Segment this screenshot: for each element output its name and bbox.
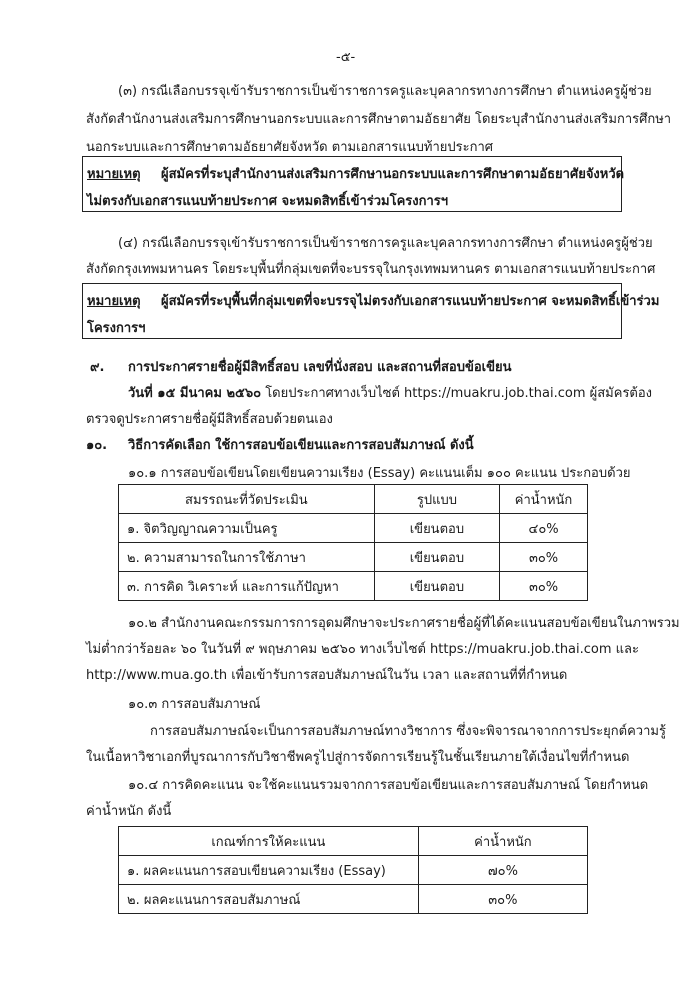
s4-line1: (๔) กรณีเลือกบรรจุเข้ารับราชการเป็นข้าราชการครูและบุคลากรทางการศึกษา ตำแหน่งครูผู้ช่วย	[118, 236, 653, 251]
s3-note-box	[82, 156, 625, 212]
table-cell: เขียนตอบ	[374, 514, 499, 543]
table-cell: ๒. ความสามารถในการใช้ภาษา	[119, 543, 375, 572]
sec9-date: วันที่ ๑๕ มีนาคม ๒๕๖๐	[128, 386, 262, 401]
s4-line2: สังกัดกรุงเทพมหานคร โดยระบุพื้นที่กลุ่มเขตที่จะบรรจุในกรุงเทพมหานคร ตามเอกสารแนบท้ายประกาศ	[86, 262, 656, 277]
s4-note-line2: โครงการฯ	[87, 321, 146, 336]
table-row	[119, 543, 588, 572]
s3-line2: สังกัดสำนักงานส่งเสริมการศึกษานอกระบบและการศึกษาตามอัธยาศัย โดยระบุสำนักงานส่งเสริมการศึกษา	[86, 112, 672, 127]
table-cell: เขียนตอบ	[374, 572, 499, 601]
s3-note-line1: ผู้สมัครที่ระบุสำนักงานส่งเสริมการศึกษานอกระบบและการศึกษาตามอัธยาศัยจังหวัด	[161, 167, 625, 182]
table-cell: ๗๐%	[418, 856, 587, 885]
table-cell: ๓. การคิด วิเคราะห์ และการแก้ปัญหา	[119, 572, 375, 601]
sec10-number: ๑๐.	[86, 438, 108, 453]
table-header-row	[119, 485, 588, 514]
sec10-s2-line1: ๑๐.๒ สำนักงานคณะกรรมการการอุดมศึกษาจะประกาศรายชื่อผู้ที่ได้คะแนนสอบข้อเขียนในภาพรวม	[128, 616, 680, 631]
table-row	[119, 856, 588, 885]
table-cell: ๓๐%	[500, 572, 588, 601]
sec10-s3-line1: การสอบสัมภาษณ์จะเป็นการสอบสัมภาษณ์ทางวิชาการ ซึ่งจะพิจารณาจากการประยุกต์ความรู้	[150, 724, 666, 739]
table-row	[119, 514, 588, 543]
sec10-s4-line1: ๑๐.๔ การคิดคะแนน จะใช้คะแนนรวมจากการสอบข้อเขียนและการสอบสัมภาษณ์ โดยกำหนด	[128, 778, 649, 793]
sec9-heading: การประกาศรายชื่อผู้มีสิทธิ์สอบ เลขที่นั่งสอบ และสถานที่สอบข้อเขียน	[128, 360, 512, 375]
sec10-s2-line3: http://www.mua.go.th เพื่อเข้ารับการสอบสัมภาษณ์ในวัน เวลา และสถานที่ที่กำหนด	[86, 668, 568, 683]
table-header-cell: เกณฑ์การให้คะแนน	[119, 827, 419, 856]
s4-note-box	[82, 283, 660, 339]
table-header-cell: ค่าน้ำหนัก	[500, 485, 588, 514]
page-number: -๕-	[336, 50, 356, 65]
weight-table-essay	[118, 484, 588, 601]
s3-line1: (๓) กรณีเลือกบรรจุเข้ารับราชการเป็นข้าราชการครูและบุคลากรทางการศึกษา ตำแหน่งครูผู้ช่วย	[118, 84, 652, 99]
s4-note-label: หมายเหตุ	[87, 294, 141, 309]
table-cell: ๔๐%	[500, 514, 588, 543]
weight-table-total	[118, 826, 588, 914]
sec9-line2: ตรวจดูประกาศรายชื่อผู้มีสิทธิ์สอบด้วยตนเอง	[86, 412, 333, 427]
table-header-row	[119, 827, 588, 856]
sec9-number: ๙.	[90, 360, 105, 375]
sec10-s2-line2: ไม่ต่ำกว่าร้อยละ ๖๐ ในวันที่ ๙ พฤษภาคม ๒๕๖๐ ทางเว็บไซต์ https://muakru.job.thai.com และ	[86, 642, 639, 657]
table-header-cell: ค่าน้ำหนัก	[418, 827, 587, 856]
table-cell: ๒. ผลคะแนนการสอบสัมภาษณ์	[119, 885, 419, 914]
table-cell: ๓๐%	[500, 543, 588, 572]
table-header-cell: รูปแบบ	[374, 485, 499, 514]
sec10-s3-line2: ในเนื้อหาวิชาเอกที่บูรณาการกับวิชาชีพครูไปสู่การจัดการเรียนรู้ในชั้นเรียนภายใต้เงื่อนไขที่กำหนด	[86, 750, 630, 765]
sec10-heading: วิธีการคัดเลือก ใช้การสอบข้อเขียนและการสอบสัมภาษณ์ ดังนี้	[128, 438, 474, 453]
table-cell: ๑. จิตวิญญาณความเป็นครู	[119, 514, 375, 543]
sec9-line1	[128, 382, 652, 403]
sec10-s1: ๑๐.๑ การสอบข้อเขียนโดยเขียนความเรียง (Essay) คะแนนเต็ม ๑๐๐ คะแนน ประกอบด้วย	[128, 466, 631, 481]
table-header-cell: สมรรถนะที่วัดประเมิน	[119, 485, 375, 514]
s4-note-line1: ผู้สมัครที่ระบุพื้นที่กลุ่มเขตที่จะบรรจุไม่ตรงกับเอกสารแนบท้ายประกาศ จะหมดสิทธิ์เข้าร่วม	[161, 294, 660, 309]
s3-line3: นอกระบบและการศึกษาตามอัธยาศัยจังหวัด ตามเอกสารแนบท้ายประกาศ	[86, 140, 494, 155]
s3-note-line2: ไม่ตรงกับเอกสารแนบท้ายประกาศ จะหมดสิทธิ์เข้าร่วมโครงการฯ	[87, 194, 449, 209]
sec9-line1-rest: โดยประกาศทางเว็บไซต์ https://muakru.job.thai.com ผู้สมัครต้อง	[265, 386, 653, 401]
table-row	[119, 885, 588, 914]
table-cell: ๑. ผลคะแนนการสอบเขียนความเรียง (Essay)	[119, 856, 419, 885]
table-row	[119, 572, 588, 601]
sec10-s4-line2: ค่าน้ำหนัก ดังนี้	[86, 804, 172, 819]
table-cell: ๓๐%	[418, 885, 587, 914]
table-cell: เขียนตอบ	[374, 543, 499, 572]
s3-note-label: หมายเหตุ	[87, 167, 141, 182]
sec10-s3: ๑๐.๓ การสอบสัมภาษณ์	[128, 697, 261, 712]
